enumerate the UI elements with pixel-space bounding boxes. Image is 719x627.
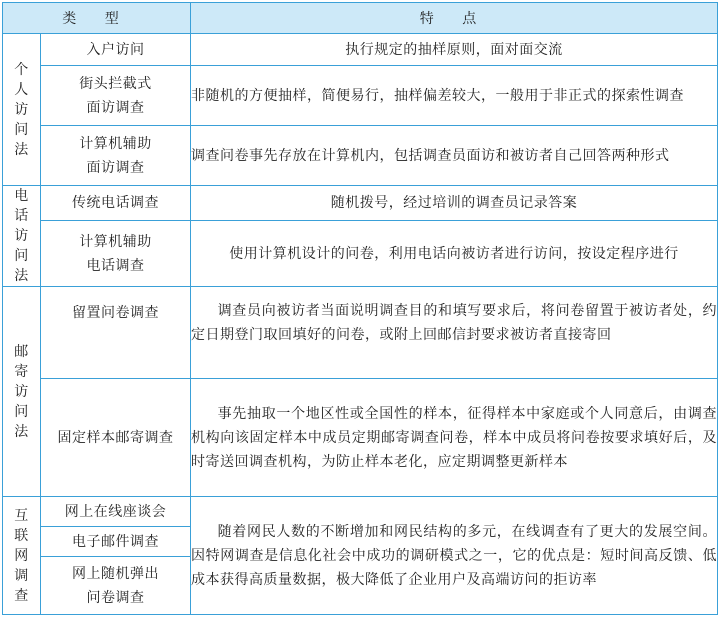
table-row <box>3 497 718 527</box>
type-cell: 留置问卷调查 <box>41 287 191 379</box>
feature-cell: 使用计算机设计的问卷，利用电话向被访者进行访问，按设定程序进行 <box>191 221 718 287</box>
feature-cell: 事先抽取一个地区性或全国性的样本，征得样本中家庭或个人同意后，由调查机构向该固定样本中成员定期邮寄调查问卷，样本中成员将问卷按要求填好后，及时寄送回调查机构，为防止样本老化，应定期调整更新样本 <box>191 379 718 497</box>
feature-cell-shared: 随着网民人数的不断增加和网民结构的多元，在线调查有了更大的发展空间。因特网调查是信息化社会中成功的调研模式之一，它的优点是：短时间高反馈、低成本获得高质量数据，极大降低了企业用户及高端访问的拒访率 <box>191 497 718 615</box>
type-cell: 入户访问 <box>41 34 191 66</box>
table-row <box>3 126 718 186</box>
feature-header: 特 点 <box>191 3 718 34</box>
type-cell: 网上随机弹出 问卷调查 <box>41 557 191 615</box>
table-row <box>3 34 718 66</box>
type-cell: 固定样本邮寄调查 <box>41 379 191 497</box>
group-label-telephone-interview: 电 话 访 问 法 <box>3 186 41 287</box>
table-row <box>3 287 718 379</box>
header-row <box>3 3 718 34</box>
feature-cell: 非随机的方便抽样，简便易行，抽样偏差较大，一般用于非正式的探索性调查 <box>191 66 718 126</box>
type-cell: 传统电话调查 <box>41 186 191 221</box>
feature-cell: 执行规定的抽样原则，面对面交流 <box>191 34 718 66</box>
group-label-internet-survey: 互 联 网 调 查 <box>3 497 41 615</box>
feature-cell: 随机拨号，经过培训的调查员记录答案 <box>191 186 718 221</box>
type-header: 类 型 <box>3 3 191 34</box>
type-cell: 网上在线座谈会 <box>41 497 191 527</box>
table-row <box>3 379 718 497</box>
type-cell: 计算机辅助 面访调查 <box>41 126 191 186</box>
table-row <box>3 221 718 287</box>
table-row <box>3 186 718 221</box>
feature-cell: 调查问卷事先存放在计算机内，包括调查员面访和被访者自己回答两种形式 <box>191 126 718 186</box>
type-cell: 计算机辅助 电话调查 <box>41 221 191 287</box>
group-label-mail-survey: 邮 寄 访 问 法 <box>3 287 41 497</box>
survey-methods-table <box>2 2 718 615</box>
type-cell: 街头拦截式 面访调查 <box>41 66 191 126</box>
group-label-personal-interview: 个 人 访 问 法 <box>3 34 41 186</box>
type-cell: 电子邮件调查 <box>41 527 191 557</box>
table-row <box>3 66 718 126</box>
feature-cell: 调查员向被访者当面说明调查目的和填写要求后，将问卷留置于被访者处，约定日期登门取回填好的问卷，或附上回邮信封要求被访者直接寄回 <box>191 287 718 379</box>
